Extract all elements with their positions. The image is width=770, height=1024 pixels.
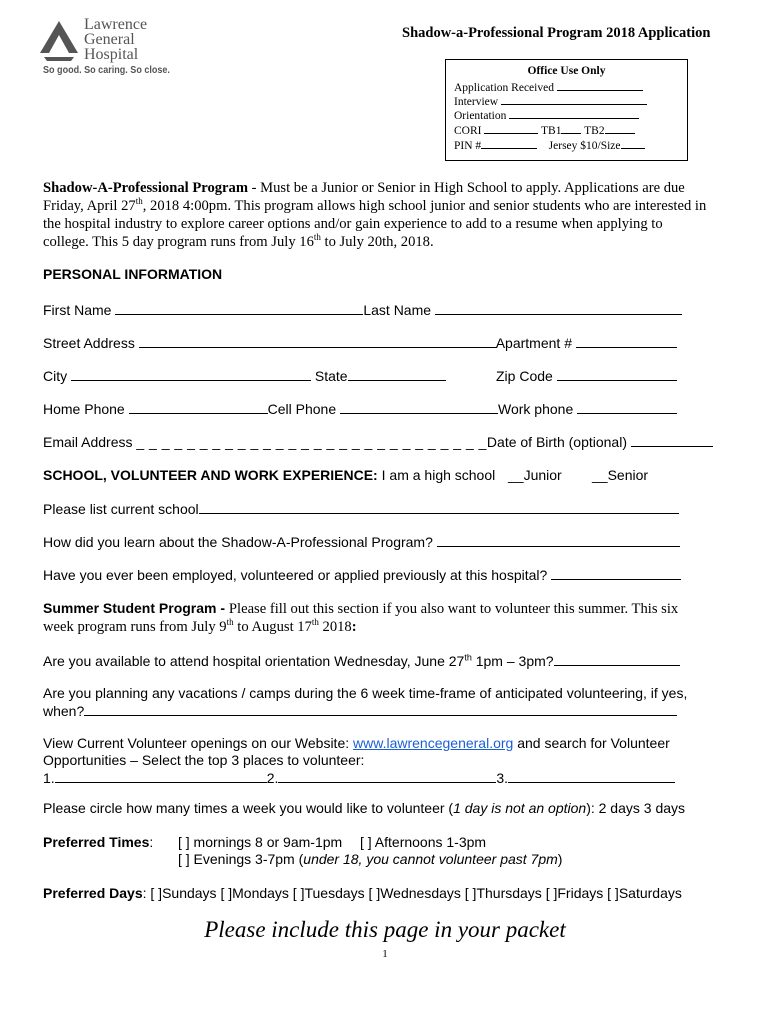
current-school-field[interactable]: [199, 500, 679, 514]
intro-program-name: Shadow-A-Professional Program: [43, 180, 248, 196]
first-name-label: First Name: [43, 302, 116, 318]
office-cori-field[interactable]: [484, 123, 538, 134]
zip-row: [496, 367, 677, 384]
state-label: State: [311, 368, 348, 384]
mornings-option[interactable]: [ ] mornings 8 or 9am-1pm: [178, 834, 343, 850]
office-pin-label: PIN #: [454, 140, 482, 152]
current-school-row: [43, 500, 679, 517]
office-orientation-label: Orientation: [454, 110, 507, 122]
openings-label-1b: and search for Volunteer: [513, 735, 670, 751]
dob-field[interactable]: [631, 433, 713, 447]
evenings-label-a: [ ] Evenings 3-7pm (: [178, 851, 304, 867]
afternoons-option[interactable]: [ ] Afternoons 1-3pm: [360, 834, 487, 850]
office-tb2-label: TB2: [584, 125, 605, 137]
page-number: 1: [382, 948, 388, 960]
evenings-note: under 18, you cannot volunteer past 7pm: [303, 851, 558, 867]
state-field[interactable]: [348, 367, 446, 381]
office-jersey-label: Jersey $10/Size: [548, 140, 621, 152]
junior-option[interactable]: __Junior: [508, 467, 562, 483]
office-pin-row: [454, 138, 645, 152]
preferred-days-row: [43, 885, 682, 901]
employed-row: [43, 566, 681, 583]
school-heading: SCHOOL, VOLUNTEER AND WORK EXPERIENCE:: [43, 467, 378, 483]
choice-2-label: 2.: [266, 770, 279, 786]
office-interview-field[interactable]: [501, 94, 647, 105]
office-jersey-field[interactable]: [621, 138, 645, 149]
home-phone-field[interactable]: [129, 400, 268, 414]
last-name-label: Last Name: [363, 302, 435, 318]
work-phone-field[interactable]: [577, 400, 677, 414]
preferred-times-label-row: [43, 834, 153, 850]
apartment-field[interactable]: [576, 334, 677, 348]
employed-field[interactable]: [551, 566, 681, 580]
office-orientation-field[interactable]: [509, 108, 639, 119]
orientation-label-b: 1pm – 3pm?: [471, 653, 554, 669]
summer-text-2-sup: th: [226, 617, 234, 628]
preferred-times-label: Preferred Times: [43, 834, 150, 850]
office-interview-label: Interview: [454, 96, 499, 108]
office-received-label: Application Received: [454, 82, 554, 94]
openings-label-2: Opportunities – Select the top 3 places to volunteer:: [43, 752, 365, 768]
choice-1-label: 1.: [43, 770, 55, 786]
email-field[interactable]: _ _ _ _ _ _ _ _ _ _ _ _ _ _ _ _ _ _ _ _ _ _ _ _ _ _ _ _: [136, 434, 487, 450]
school-i-am: I am a high school: [377, 467, 496, 483]
frequency-note: 1 day is not an option: [453, 800, 587, 816]
page-title: Shadow-a-Professional Program 2018 Application: [402, 25, 711, 41]
street-address-field[interactable]: [139, 334, 496, 348]
summer-text-2c: 2018: [318, 619, 352, 635]
cell-phone-label: Cell Phone: [267, 401, 340, 417]
work-phone-label: Work phone: [498, 401, 578, 417]
logo-line-3: Hospital: [84, 46, 139, 63]
evenings-label-b: ): [557, 851, 563, 867]
office-use-box: [445, 59, 688, 161]
address-row: [43, 334, 677, 351]
city-row: [43, 367, 446, 384]
personal-info-heading: PERSONAL INFORMATION: [43, 266, 223, 282]
orientation-sup: th: [464, 652, 472, 663]
office-interview-row: [454, 94, 647, 108]
preferred-days-options[interactable]: : [ ]Sundays [ ]Mondays [ ]Tuesdays [ ]Wednesdays [ ]Thursdays [ ]Fridays [ ]Saturdays: [142, 885, 682, 901]
city-field[interactable]: [71, 367, 311, 381]
office-pin-field[interactable]: [481, 138, 537, 149]
home-phone-label: Home Phone: [43, 401, 129, 417]
packet-note: Please include this page in your packet: [204, 917, 566, 942]
learn-row: [43, 533, 680, 550]
website-link[interactable]: www.lawrencegeneral.org: [353, 735, 514, 751]
summer-text-2-sup2: th: [311, 617, 319, 628]
choice-3-label: 3.: [496, 770, 509, 786]
office-tb2-field[interactable]: [605, 123, 635, 134]
summer-text-1: Please fill out this section if you also want to volunteer this summer. This six: [228, 601, 679, 617]
vacations-label-2: when?: [43, 703, 85, 719]
office-use-title: Office Use Only: [527, 65, 606, 77]
intro-line-4-sup: th: [313, 232, 321, 243]
logo-line-1: Lawrence: [84, 16, 148, 33]
logo-tagline: So good. So caring. So close.: [43, 64, 170, 76]
orientation-field[interactable]: [554, 652, 680, 666]
phone-row: [43, 400, 677, 417]
summer-heading: Summer Student Program -: [43, 600, 229, 616]
summer-text-2a: week program runs from July 9: [43, 619, 227, 635]
intro-line-2-sup: th: [135, 196, 143, 207]
email-label: Email Address: [43, 434, 137, 450]
intro-line-2b: , 2018 4:00pm. This program allows high school junior and senior students who are interested in: [142, 198, 707, 214]
first-name-field[interactable]: [115, 301, 363, 315]
hospital-logo-icon: [38, 19, 80, 61]
last-name-field[interactable]: [435, 301, 682, 315]
openings-block: [43, 735, 675, 787]
preferred-days-label: Preferred Days: [43, 885, 143, 901]
cell-phone-field[interactable]: [340, 400, 498, 414]
frequency-label-a: Please circle how many times a week you would like to volunteer (: [43, 800, 454, 816]
intro-line-2a: Friday, April 27: [43, 198, 136, 214]
preferred-times-colon: :: [149, 834, 154, 850]
office-cori-label: CORI: [454, 125, 482, 137]
vacations-label-1: Are you planning any vacations / camps during the 6 week time-frame of anticipated volunteering, if yes,: [43, 685, 688, 701]
vacations-field[interactable]: [84, 702, 677, 716]
summer-paragraph: [43, 599, 708, 636]
summer-colon: :: [351, 619, 357, 635]
evenings-option[interactable]: [178, 851, 562, 867]
frequency-options[interactable]: ): 2 days 3 days: [586, 800, 686, 816]
dob-label: Date of Birth (optional): [486, 434, 631, 450]
apartment-label: Apartment #: [495, 335, 576, 351]
office-tb1-label: TB1: [541, 125, 562, 137]
office-tb1-field[interactable]: [561, 123, 581, 134]
choice-1-field[interactable]: [55, 769, 267, 783]
choice-2-field[interactable]: [278, 769, 496, 783]
office-received-row: [454, 80, 643, 94]
school-row: [43, 467, 495, 483]
intro-line-1: - Must be a Junior or Senior in High School to apply. Applications are due: [247, 180, 685, 196]
office-cori-row: [454, 123, 635, 137]
choice-3-field[interactable]: [508, 769, 675, 783]
vacations-block: [43, 685, 687, 720]
orientation-label-a: Are you available to attend hospital orientation Wednesday, June 27: [43, 653, 465, 669]
employed-label: Have you ever been employed, volunteered or applied previously at this hospital?: [43, 567, 552, 583]
office-orientation-row: [454, 108, 639, 122]
city-label: City: [43, 368, 71, 384]
learn-field[interactable]: [437, 533, 680, 547]
intro-line-4b: to July 20th, 2018.: [320, 234, 434, 250]
email-row: [43, 433, 713, 450]
office-received-field[interactable]: [557, 80, 643, 91]
orientation-row: [43, 652, 680, 669]
frequency-row: [43, 800, 685, 816]
summer-text-2b: to August 17: [233, 619, 312, 635]
intro-line-3: the hospital industry to explore career options and/or gain experience to add to a resume when applying to: [43, 216, 663, 232]
zip-field[interactable]: [557, 367, 677, 381]
openings-label-1a: View Current Volunteer openings on our Website:: [43, 735, 354, 751]
learn-label: How did you learn about the Shadow-A-Professional Program?: [43, 534, 437, 550]
intro-line-4a: college. This 5 day program runs from July 16: [43, 234, 314, 250]
senior-option[interactable]: __Senior: [592, 467, 649, 483]
intro-paragraph: [43, 179, 708, 251]
current-school-label: Please list current school: [43, 501, 199, 517]
name-row: [43, 301, 682, 318]
logo-line-2: General: [84, 31, 135, 48]
zip-label: Zip Code: [496, 368, 557, 384]
street-address-label: Street Address: [43, 335, 139, 351]
